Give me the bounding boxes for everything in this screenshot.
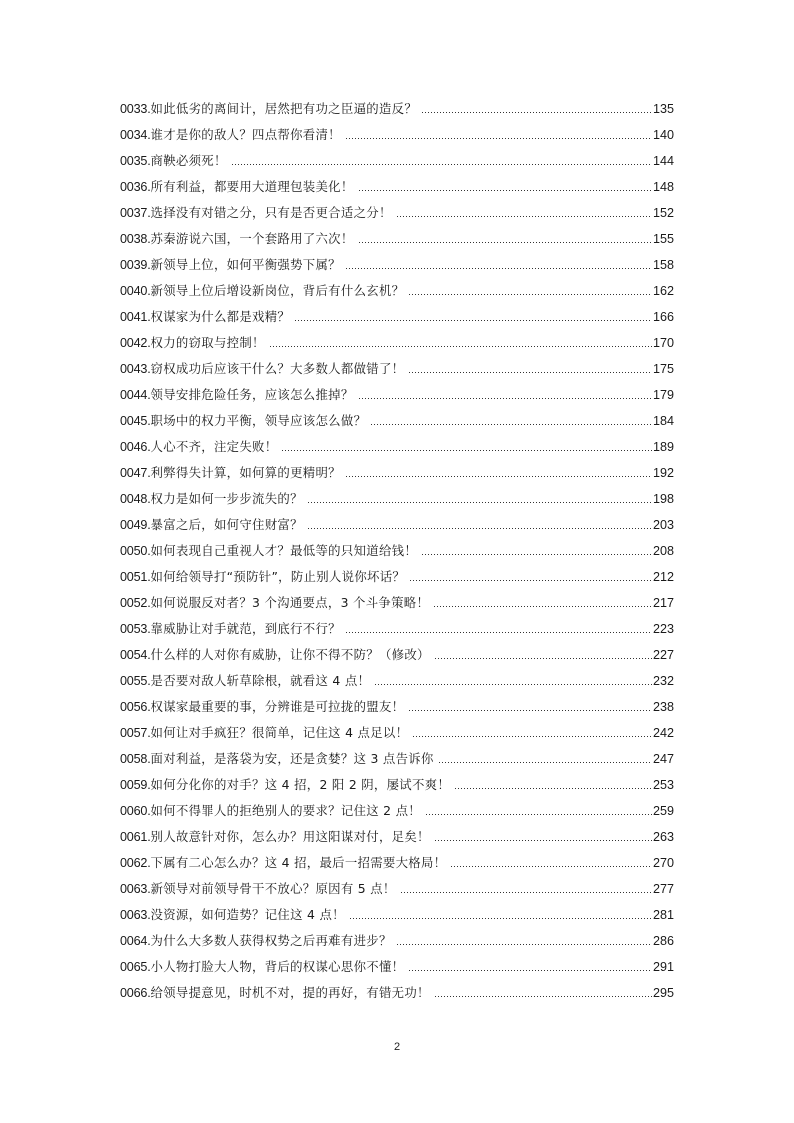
dot-leader [408, 282, 652, 296]
toc-entry-number: 0066. [120, 986, 151, 1000]
dot-leader [434, 646, 652, 660]
toc-entry-number: 0063. [120, 882, 151, 896]
toc-entry-number: 0034. [120, 128, 151, 142]
toc-entry-title: 是否要对敌人斩草除根，就看这 4 点！ [150, 673, 371, 688]
toc-entry-title: 靠威胁让对手就范，到底行不行？ [150, 621, 341, 636]
toc-entry-page: 158 [652, 258, 674, 272]
toc-entry-page: 223 [652, 622, 674, 636]
toc-entry-title: 如何分化你的对手？这 4 招，2 阳 2 阴，屡试不爽！ [150, 777, 451, 792]
dot-leader [408, 360, 652, 374]
toc-entry-number: 0042. [120, 336, 151, 350]
toc-entry[interactable] [120, 463, 674, 489]
toc-entry-number: 0052. [120, 596, 151, 610]
toc-entry-page: 152 [652, 206, 674, 220]
toc-entry-title: 如此低劣的离间计，居然把有功之臣逼的造反？ [150, 101, 418, 116]
toc-entry-title: 没资源，如何造势？记住这 4 点！ [150, 907, 345, 922]
toc-entry-number: 0043. [120, 362, 151, 376]
dot-leader [450, 854, 652, 868]
toc-entry[interactable] [120, 723, 674, 749]
dot-leader [408, 958, 652, 972]
dot-leader [231, 152, 652, 166]
dot-leader [345, 126, 652, 140]
dot-leader [412, 724, 652, 738]
dot-leader [438, 750, 652, 764]
toc-entry-title: 权力的窃取与控制！ [150, 335, 265, 350]
toc-entry-page: 189 [652, 440, 674, 454]
toc-entry-page: 162 [652, 284, 674, 298]
toc-entry-page: 203 [652, 518, 674, 532]
toc-entry-number: 0048. [120, 492, 151, 506]
toc-entry-page: 192 [652, 466, 674, 480]
toc-entry-page: 166 [652, 310, 674, 324]
toc-entry-page: 208 [652, 544, 674, 558]
toc-entry-number: 0044. [120, 388, 151, 402]
toc-entry[interactable] [120, 99, 674, 125]
toc-entry-number: 0057. [120, 726, 151, 740]
toc-entry[interactable] [120, 411, 674, 437]
dot-leader [454, 776, 652, 790]
toc-entry-title: 新领导上位，如何平衡强势下属？ [150, 257, 341, 272]
dot-leader [425, 802, 652, 816]
toc-entry-title: 下属有二心怎么办？这 4 招，最后一招需要大格局！ [150, 855, 447, 870]
toc-entry-title: 为什么大多数人获得权势之后再难有进步？ [150, 933, 392, 948]
toc-entry-number: 0059. [120, 778, 151, 792]
dot-leader [307, 490, 652, 504]
dot-leader [421, 100, 652, 114]
toc-entry-title: 什么样的人对你有威胁，让你不得不防？（修改） [150, 647, 430, 662]
toc-entry-title: 所有利益，都要用大道理包装美化！ [150, 179, 354, 194]
dot-leader [421, 542, 652, 556]
toc-entry[interactable] [120, 879, 674, 905]
toc-entry-title: 权谋家为什么都是戏精？ [150, 309, 291, 324]
toc-entry[interactable] [120, 281, 674, 307]
toc-entry-number: 0040. [120, 284, 151, 298]
toc-entry[interactable] [120, 255, 674, 281]
toc-entry-number: 0060. [120, 804, 151, 818]
dot-leader [358, 230, 652, 244]
dot-leader [307, 516, 652, 530]
toc-entry-title: 领导安排危险任务，应该怎么推掉？ [150, 387, 354, 402]
toc-entry-page: 291 [652, 960, 674, 974]
toc-entry-number: 0055. [120, 674, 151, 688]
toc-entry-page: 253 [652, 778, 674, 792]
toc-entry-page: 184 [652, 414, 674, 428]
toc-entry-title: 人心不齐，注定失败！ [150, 439, 278, 454]
toc-entry-title: 别人故意针对你，怎么办？用这阳谋对付，足矣！ [150, 829, 430, 844]
toc-entry[interactable] [120, 541, 674, 567]
toc-entry-page: 144 [652, 154, 674, 168]
dot-leader [345, 620, 652, 634]
toc-entry-title: 商鞅必须死！ [150, 153, 227, 168]
toc-entry-title: 窃权成功后应该干什么？大多数人都做错了！ [150, 361, 405, 376]
toc-entry-page: 175 [652, 362, 674, 376]
dot-leader [370, 412, 652, 426]
dot-leader [269, 334, 652, 348]
toc-entry-number: 0036. [120, 180, 151, 194]
toc-entry[interactable] [120, 437, 674, 463]
toc-entry-title: 利弊得失计算，如何算的更精明？ [150, 465, 341, 480]
toc-entry[interactable] [120, 385, 674, 411]
toc-entry-page: 217 [652, 596, 674, 610]
dot-leader [281, 438, 652, 452]
toc-entry[interactable] [120, 957, 674, 983]
toc-entry-number: 0056. [120, 700, 151, 714]
toc-entry-page: 232 [652, 674, 674, 688]
toc-entry-title: 新领导上位后增设新岗位，背后有什么玄机？ [150, 283, 405, 298]
toc-entry[interactable] [120, 801, 674, 827]
toc-entry-page: 295 [652, 986, 674, 1000]
dot-leader [396, 204, 652, 218]
toc-entry-page: 286 [652, 934, 674, 948]
toc-entry[interactable] [120, 931, 674, 957]
toc-entry-page: 170 [652, 336, 674, 350]
toc-entry-number: 0037. [120, 206, 151, 220]
toc-entry-page: 140 [652, 128, 674, 142]
toc-entry-title: 如何给领导打“预防针”，防止别人说你坏话？ [150, 569, 406, 584]
dot-leader [345, 256, 652, 270]
toc-entry-number: 0039. [120, 258, 151, 272]
toc-entry-title: 苏秦游说六国，一个套路用了六次！ [150, 231, 354, 246]
dot-leader [400, 880, 652, 894]
table-of-contents [120, 99, 674, 1009]
toc-entry-number: 0035. [120, 154, 151, 168]
dot-leader [433, 594, 652, 608]
toc-entry-page: 198 [652, 492, 674, 506]
toc-entry[interactable] [120, 125, 674, 151]
toc-entry[interactable] [120, 697, 674, 723]
dot-leader [349, 906, 652, 920]
toc-entry-number: 0062. [120, 856, 151, 870]
toc-entry-number: 0033. [120, 102, 151, 116]
toc-entry[interactable] [120, 177, 674, 203]
dot-leader [374, 672, 652, 686]
toc-entry-page: 263 [652, 830, 674, 844]
toc-entry[interactable] [120, 645, 674, 671]
toc-entry-number: 0045. [120, 414, 151, 428]
toc-entry-title: 权力是如何一步步流失的？ [150, 491, 303, 506]
toc-entry-title: 如何让对手疯狂？很简单，记住这 4 点足以！ [150, 725, 409, 740]
page-number: 2 [393, 1041, 401, 1053]
toc-entry-number: 0038. [120, 232, 151, 246]
toc-entry[interactable] [120, 827, 674, 853]
toc-entry[interactable] [120, 775, 674, 801]
toc-entry-page: 148 [652, 180, 674, 194]
toc-entry-title: 新领导对前领导骨干不放心？原因有 5 点！ [150, 881, 396, 896]
toc-entry-number: 0051. [120, 570, 151, 584]
toc-entry[interactable] [120, 307, 674, 333]
toc-entry[interactable] [120, 151, 674, 177]
toc-entry-page: 155 [652, 232, 674, 246]
toc-entry[interactable] [120, 671, 674, 697]
toc-entry[interactable] [120, 905, 674, 931]
toc-entry-number: 0065. [120, 960, 151, 974]
toc-entry[interactable] [120, 229, 674, 255]
toc-entry[interactable] [120, 567, 674, 593]
toc-entry[interactable] [120, 489, 674, 515]
dot-leader [434, 828, 652, 842]
toc-entry-page: 277 [652, 882, 674, 896]
toc-entry[interactable] [120, 203, 674, 229]
toc-entry[interactable] [120, 515, 674, 541]
toc-entry[interactable] [120, 749, 674, 775]
dot-leader [408, 698, 652, 712]
toc-entry-number: 0041. [120, 310, 151, 324]
toc-entry-title: 小人物打脸大人物，背后的权谋心思你不懂！ [150, 959, 405, 974]
dot-leader [358, 386, 652, 400]
dot-leader [396, 932, 652, 946]
toc-entry-title: 选择没有对错之分，只有是否更合适之分！ [150, 205, 392, 220]
toc-entry-title: 谁才是你的敌人？四点帮你看清！ [150, 127, 341, 142]
toc-entry[interactable] [120, 359, 674, 385]
toc-entry-page: 227 [652, 648, 674, 662]
toc-entry-number: 0050. [120, 544, 151, 558]
dot-leader [358, 178, 652, 192]
dot-leader [345, 464, 652, 478]
toc-entry[interactable] [120, 983, 674, 1009]
dot-leader [434, 984, 652, 998]
toc-entry-page: 212 [652, 570, 674, 584]
toc-entry-number: 0047. [120, 466, 151, 480]
toc-entry-title: 面对利益，是落袋为安，还是贪婪？这 3 点告诉你 [150, 751, 434, 766]
toc-entry-title: 权谋家最重要的事，分辨谁是可拉拢的盟友！ [150, 699, 405, 714]
toc-entry-number: 0064. [120, 934, 151, 948]
toc-entry-number: 0054. [120, 648, 151, 662]
toc-entry[interactable] [120, 619, 674, 645]
toc-entry-number: 0046. [120, 440, 151, 454]
dot-leader [294, 308, 652, 322]
toc-entry[interactable] [120, 593, 674, 619]
toc-entry-page: 242 [652, 726, 674, 740]
toc-entry[interactable] [120, 853, 674, 879]
toc-entry-page: 247 [652, 752, 674, 766]
dot-leader [409, 568, 652, 582]
toc-entry-page: 281 [652, 908, 674, 922]
toc-entry-title: 如何表现自己重视人才？最低等的只知道给钱！ [150, 543, 418, 558]
toc-entry-page: 270 [652, 856, 674, 870]
toc-entry-title: 如何说服反对者？3 个沟通要点，3 个斗争策略！ [150, 595, 430, 610]
toc-entry-page: 259 [652, 804, 674, 818]
toc-entry-number: 0053. [120, 622, 151, 636]
toc-entry-title: 如何不得罪人的拒绝别人的要求？记住这 2 点！ [150, 803, 421, 818]
toc-entry-number: 0063. [120, 908, 151, 922]
toc-entry[interactable] [120, 333, 674, 359]
toc-entry-page: 238 [652, 700, 674, 714]
toc-entry-title: 暴富之后，如何守住财富？ [150, 517, 303, 532]
toc-entry-number: 0049. [120, 518, 151, 532]
toc-entry-title: 职场中的权力平衡，领导应该怎么做？ [150, 413, 367, 428]
toc-entry-page: 135 [652, 102, 674, 116]
toc-entry-title: 给领导提意见，时机不对，提的再好，有错无功！ [150, 985, 430, 1000]
toc-entry-number: 0061. [120, 830, 151, 844]
toc-entry-number: 0058. [120, 752, 151, 766]
toc-entry-page: 179 [652, 388, 674, 402]
